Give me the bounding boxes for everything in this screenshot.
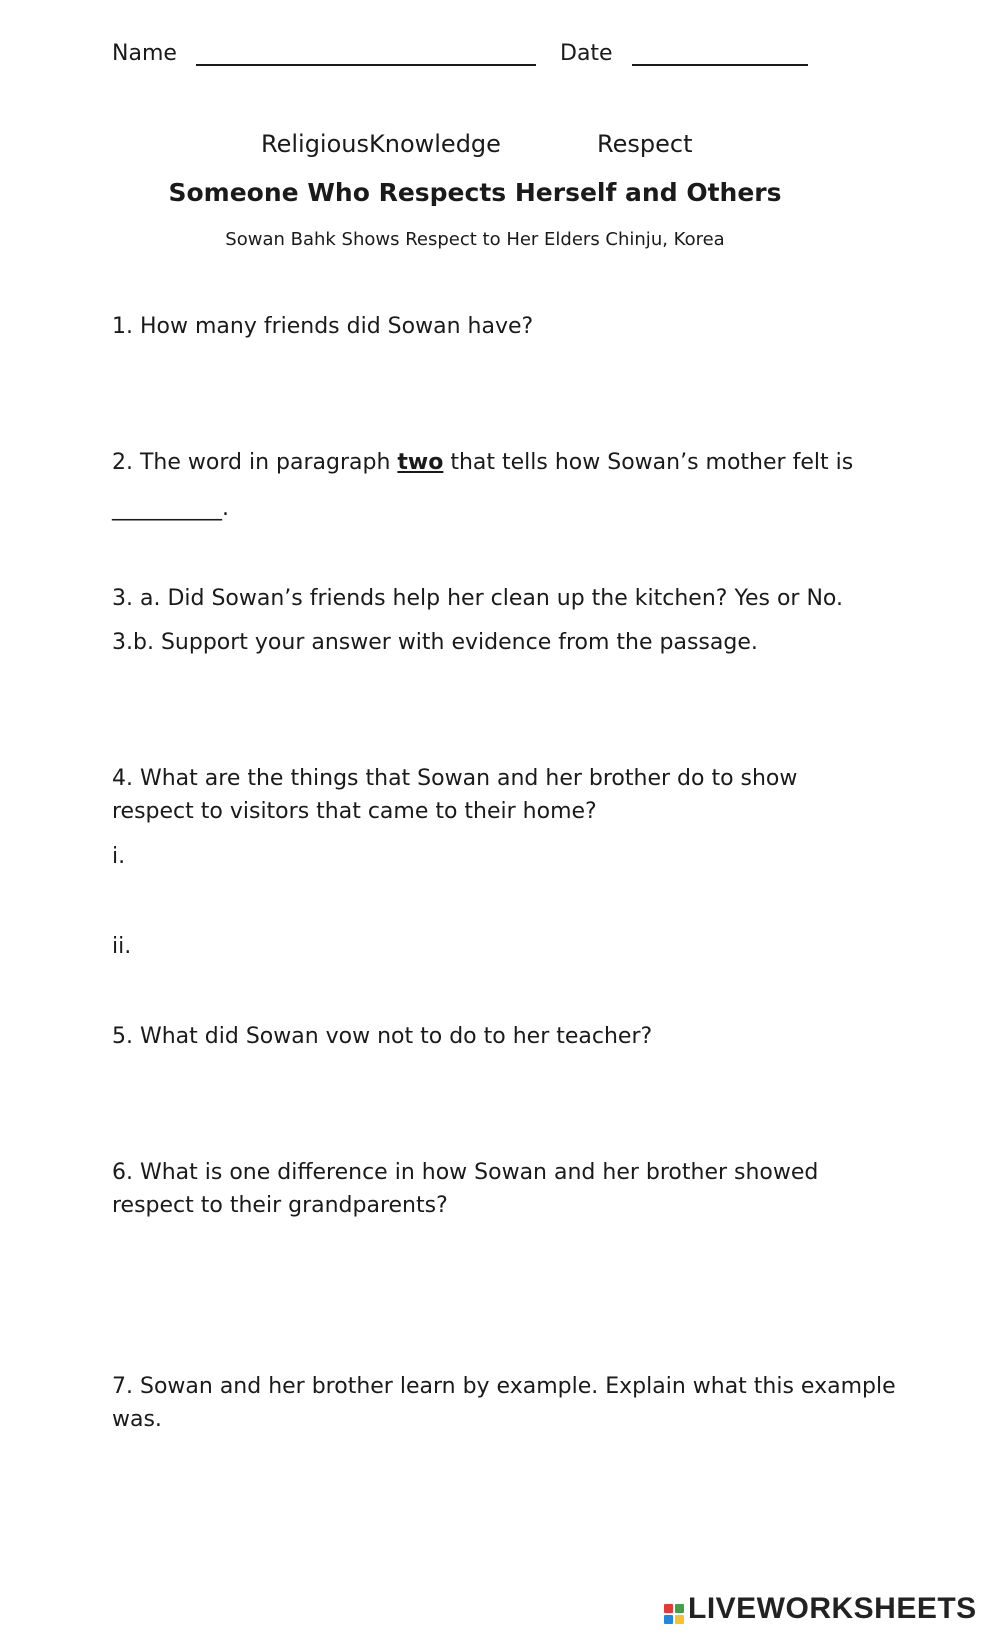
name-row	[112, 38, 536, 66]
logo-square-red	[664, 1604, 673, 1613]
page-subtitle: Sowan Bahk Shows Respect to Her Elders Chinju, Korea	[225, 229, 725, 250]
question-7-line-1: 7. Sowan and her brother learn by example. Explain what this example	[112, 1374, 896, 1399]
logo-square-yellow	[675, 1615, 684, 1624]
question-4-line-2: respect to visitors that came to their home?	[112, 799, 597, 824]
question-5: 5. What did Sowan vow not to do to her teacher?	[112, 1024, 653, 1049]
question-2-keyword: two	[397, 450, 444, 475]
liveworksheets-logo-icon	[664, 1604, 684, 1624]
subject-label: ReligiousKnowledge	[261, 130, 501, 158]
logo-square-green	[675, 1604, 684, 1613]
question-4-item-i: i.	[112, 844, 126, 869]
question-2-suffix: that tells how Sowan’s mother felt is	[443, 450, 854, 475]
question-2	[112, 450, 853, 475]
date-row	[560, 38, 808, 66]
question-6-line-1: 6. What is one difference in how Sowan and her brother showed	[112, 1160, 819, 1185]
name-label: Name	[112, 41, 177, 66]
question-6-line-2: respect to their grandparents?	[112, 1193, 448, 1218]
logo-square-blue	[664, 1615, 673, 1624]
question-4-line-1: 4. What are the things that Sowan and her brother do to show	[112, 766, 798, 791]
question-2-blank[interactable]: __________.	[112, 496, 229, 521]
name-field[interactable]	[196, 38, 536, 66]
question-3a: 3. a. Did Sowan’s friends help her clean up the kitchen? Yes or No.	[112, 586, 843, 611]
question-4-item-ii: ii.	[112, 934, 132, 959]
liveworksheets-logo	[664, 1592, 977, 1626]
date-field[interactable]	[632, 38, 808, 66]
question-7-line-2: was.	[112, 1407, 162, 1432]
page-title: Someone Who Respects Herself and Others	[168, 178, 782, 207]
question-2-prefix: 2. The word in paragraph	[112, 450, 398, 475]
liveworksheets-brand-text: LIVEWORKSHEETS	[688, 1592, 977, 1625]
date-label: Date	[560, 41, 613, 66]
topic-label: Respect	[597, 130, 693, 158]
question-3b: 3.b. Support your answer with evidence from the passage.	[112, 630, 758, 655]
question-1: 1. How many friends did Sowan have?	[112, 314, 534, 339]
